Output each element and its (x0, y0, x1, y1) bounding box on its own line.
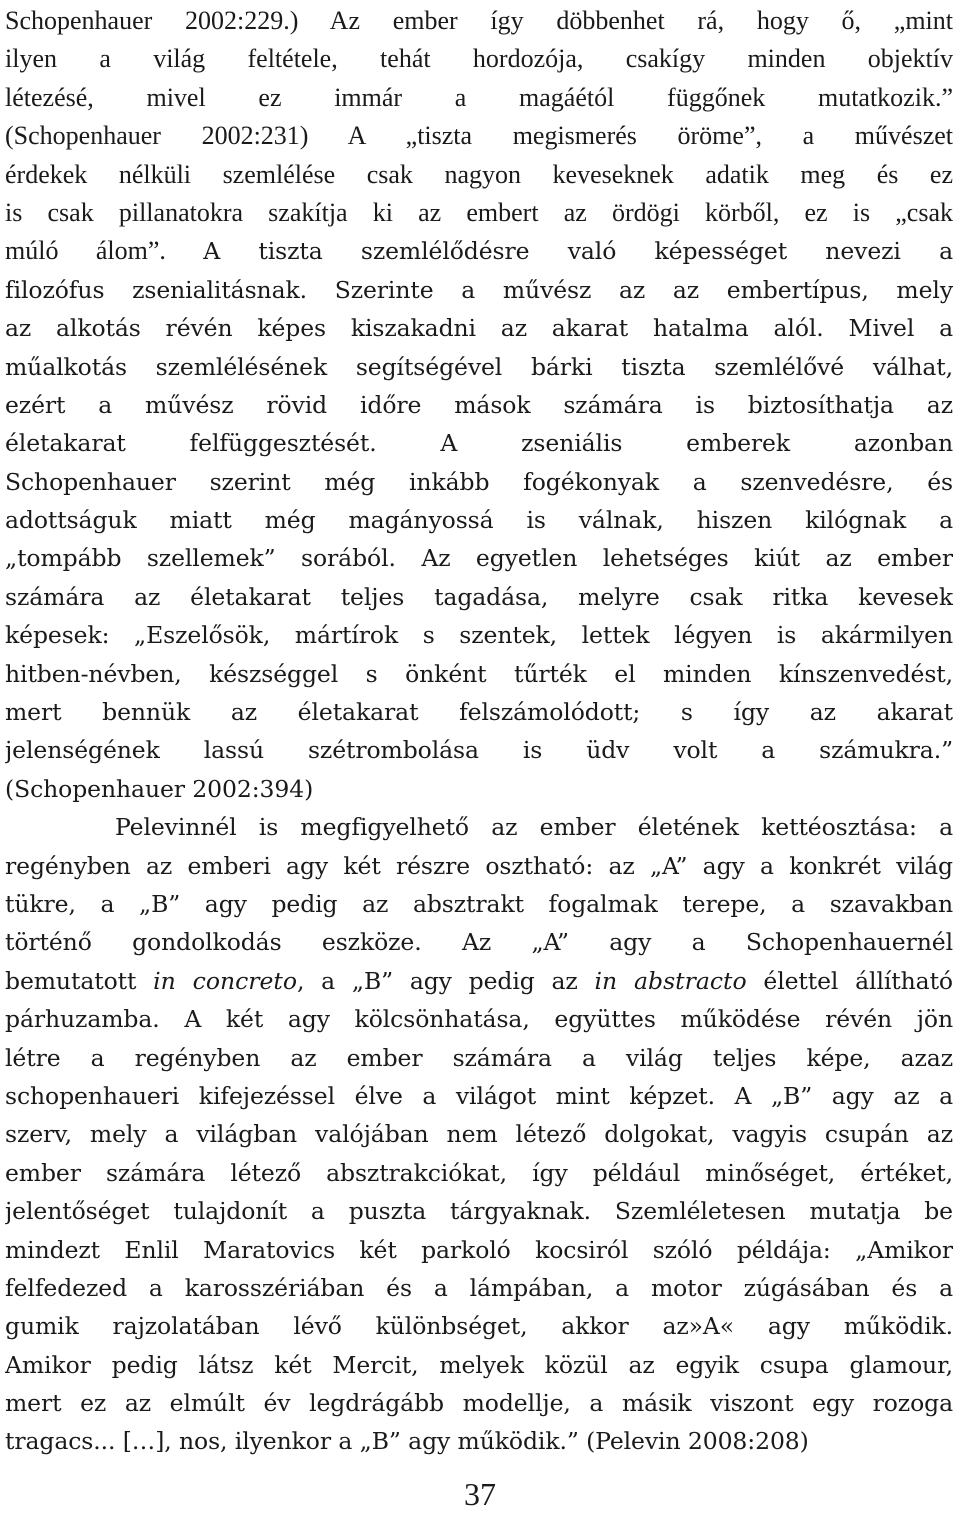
text-segment: hitben-névben, készséggel s önként tűrték el minden kínszenvedést, (5, 659, 953, 688)
text-line (5, 309, 953, 347)
text-line (5, 2, 953, 40)
paragraph (5, 2, 953, 808)
text-segment: schopenhaueri kifejezéssel élve a világot mint képzet. A „B” agy az a (5, 1081, 953, 1110)
text-segment: életakarat felfüggesztését. A zseniális emberek azonban (5, 429, 953, 458)
text-line (5, 194, 953, 232)
text-segment: Schopenhauer szerint még inkább fogékonyak a szenvedésre, és (5, 467, 953, 496)
text-line (5, 1039, 953, 1077)
body-text (5, 2, 953, 1461)
text-line (5, 1077, 953, 1115)
text-segment: múló álom”. (5, 236, 204, 266)
text-segment: mindezt Enlil Maratovics két parkoló kocsiról szóló példája: „Amikor (5, 1235, 953, 1264)
text-line (5, 693, 953, 731)
text-segment: Amikor pedig látsz két Mercit, melyek közül az egyik csupa glamour, (5, 1350, 953, 1379)
text-line (5, 1231, 953, 1269)
text-segment: „tompább szellemek” sorából. Az egyetlen lehetséges kiút az ember (5, 544, 953, 573)
text-segment: szerv, mely a világban valójában nem létező dolgokat, vagyis csupán az (5, 1120, 953, 1149)
text-line (5, 348, 953, 386)
text-line (5, 79, 953, 117)
text-segment: érdekek nélküli szemlélése csak nagyon keveseknek adatik meg és ez (5, 159, 953, 189)
text-segment: tragacs... […], nos, ilyenkor a „B” agy működik.” (Pelevin 2008:208) (5, 1427, 809, 1456)
text-segment: Pelevinnél is megfigyelhető az ember életének kettéosztása: a (115, 813, 953, 842)
text-line (5, 1346, 953, 1384)
text-segment: létezésé, mivel ez immár a magáétól függőnek mutatkozik.” (5, 82, 953, 112)
text-line (5, 271, 953, 309)
text-segment: ember számára létező absztrakciókat, így például minőséget, értéket, (5, 1158, 953, 1187)
text-line (5, 962, 953, 1000)
text-segment: az alkotás révén képes kiszakadni az akarat hatalma alól. Mivel a (5, 314, 953, 343)
text-segment: regényben az emberi agy két részre osztható: az „A” agy a konkrét világ (5, 851, 953, 880)
text-segment: gumik rajzolatában lévő különbséget, akkor az»A« agy működik. (5, 1312, 953, 1341)
text-segment: létre a regényben az ember számára a világ teljes képe, azaz (5, 1043, 953, 1072)
text-segment: képesek: „Eszelősök, mártírok s szentek, lettek légyen is akármilyen (5, 621, 953, 650)
text-line (5, 232, 953, 270)
text-segment: élettel állítható (746, 966, 953, 995)
text-segment: A tiszta szemlélődésre való képességet nevezi a (203, 237, 953, 266)
text-segment: felfedezed a karosszériában és a lámpában, a motor zúgásában és a (5, 1273, 953, 1302)
text-line (5, 1154, 953, 1192)
page-number: 37 (464, 1476, 496, 1512)
text-segment: ilyen a világ feltétele, tehát hordozója, csakígy minden objektív (5, 44, 953, 74)
text-line (5, 1000, 953, 1038)
text-line (5, 1115, 953, 1153)
text-line (5, 885, 953, 923)
text-segment: ezért a művész rövid időre mások számára is biztosíthatja az (5, 390, 953, 419)
text-line (5, 923, 953, 961)
text-segment: műalkotás szemlélésének segítségével bárki tiszta szemlélővé válhat, (5, 352, 953, 381)
text-line (5, 655, 953, 693)
text-segment: tükre, a „B” agy pedig az absztrakt fogalmak terepe, a szavakban (5, 889, 953, 918)
text-line (5, 424, 953, 462)
text-line (5, 386, 953, 424)
paragraph (5, 808, 953, 1461)
italic-phrase: in concreto (153, 966, 297, 995)
text-line (5, 1192, 953, 1230)
text-line (5, 501, 953, 539)
text-segment: bemutatott (5, 966, 154, 995)
text-segment: (Schopenhauer 2002:231) A „tiszta megismerés öröme”, a művészet (5, 121, 953, 151)
text-segment: adottságuk miatt még magányossá is válnak, hiszen kilógnak a (5, 506, 953, 535)
text-segment: Schopenhauer 2002:229.) Az ember így döbbenhet rá, hogy ő, „mint (5, 6, 953, 35)
text-line (5, 616, 953, 654)
text-line (5, 1422, 953, 1460)
text-segment: (Schopenhauer 2002:394) (5, 774, 314, 803)
text-line (5, 847, 953, 885)
text-segment: jelenségének lassú szétrombolása is üdv volt a számukra.” (5, 736, 953, 765)
text-segment: , a „B” agy pedig az (297, 966, 595, 995)
text-segment: jelentőséget tulajdonít a puszta tárgyaknak. Szemléletesen mutatja be (5, 1197, 953, 1226)
text-segment: mert ez az elmúlt év legdrágább modellje, a másik viszont egy rozoga (5, 1389, 953, 1418)
text-segment: is csak pillanatokra szakítja ki az embert az ördögi körből, ez is „csak (5, 197, 953, 227)
text-line (5, 1269, 953, 1307)
text-line (5, 156, 953, 194)
text-line (5, 1384, 953, 1422)
text-line (5, 578, 953, 616)
italic-phrase: in abstracto (594, 966, 747, 995)
text-line (5, 539, 953, 577)
text-segment: történő gondolkodás eszköze. Az „A” agy a Schopenhauernél (5, 928, 953, 957)
text-line (5, 40, 953, 78)
text-line (5, 770, 953, 808)
text-segment: számára az életakarat teljes tagadása, melyre csak ritka kevesek (5, 582, 953, 611)
text-segment: mert bennük az életakarat felszámolódott; s így az akarat (5, 698, 953, 727)
text-line (5, 117, 953, 155)
text-line (5, 1307, 953, 1345)
text-segment: párhuzamba. A két agy kölcsönhatása, együttes működése révén jön (5, 1005, 953, 1034)
text-line (5, 808, 953, 846)
text-line (5, 731, 953, 769)
text-segment: filozófus zsenialitásnak. Szerinte a művész az az embertípus, mely (5, 275, 953, 304)
text-line (5, 463, 953, 501)
document-page (5, 2, 953, 1461)
